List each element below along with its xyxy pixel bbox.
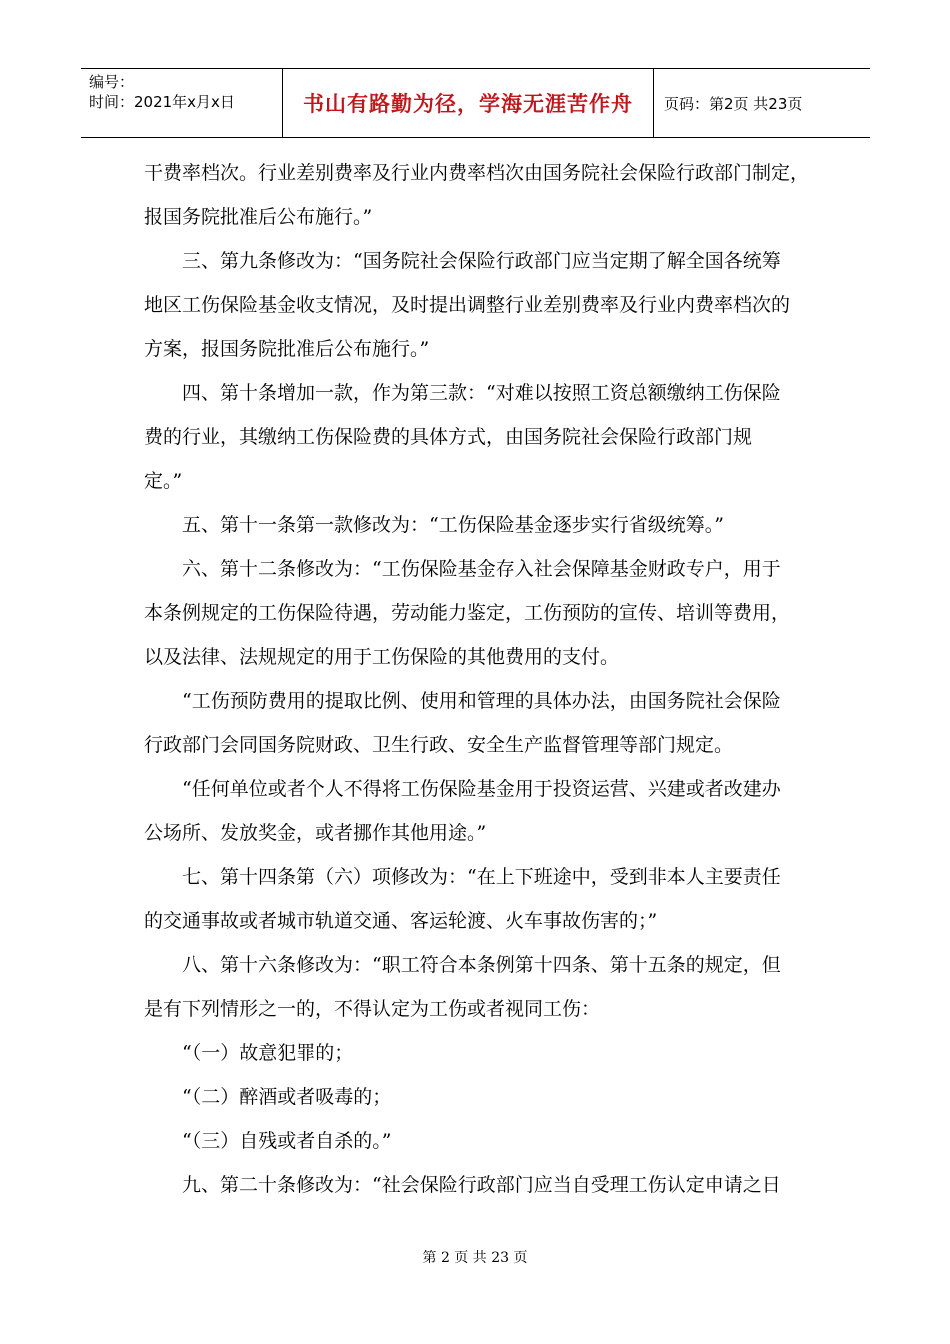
text-line: “（一）故意犯罪的；: [144, 1042, 354, 1064]
text-line: 干费率档次。行业差别费率及行业内费率档次由国务院社会保险行政部门制定，: [144, 162, 810, 184]
document-number-label: 编号：: [89, 73, 135, 91]
text-line: 方案，报国务院批准后公布施行。”: [144, 338, 430, 360]
text-line: “（三）自残或者自杀的。”: [144, 1130, 392, 1152]
text-line: “工伤预防费用的提取比例、使用和管理的具体办法，由国务院社会保险: [144, 690, 781, 712]
document-date-label: 时间：2021年x月x日: [89, 93, 235, 111]
text-line: 七、第十四条第（六）项修改为：“在上下班途中，受到非本人主要责任: [144, 866, 781, 888]
text-line: 以及法律、法规规定的用于工伤保险的其他费用的支付。: [144, 646, 620, 668]
text-line: “任何单位或者个人不得将工伤保险基金用于投资运营、兴建或者改建办: [144, 778, 781, 800]
text-line: 本条例规定的工伤保险待遇，劳动能力鉴定，工伤预防的宣传、培训等费用，: [144, 602, 791, 624]
header-motto: 书山有路勤为径，学海无涯苦作舟: [282, 69, 654, 137]
text-line: 五、第十一条第一款修改为：“工伤保险基金逐步实行省级统筹。”: [144, 514, 724, 536]
text-line: “（二）醉酒或者吸毒的；: [144, 1086, 392, 1108]
page-footer: 第 2 页 共 23 页: [422, 1250, 528, 1266]
text-line: 定。”: [144, 470, 183, 492]
text-line: 报国务院批准后公布施行。”: [144, 206, 373, 228]
text-line: 六、第十二条修改为：“工伤保险基金存入社会保障基金财政专户，用于: [144, 558, 781, 580]
text-line: 是有下列情形之一的，不得认定为工伤或者视同工伤：: [144, 998, 601, 1020]
text-line: 行政部门会同国务院财政、卫生行政、安全生产监督管理等部门规定。: [144, 734, 734, 756]
header-page-info: 页码：第2页 共23页: [664, 94, 803, 113]
text-line: 九、第二十条修改为：“社会保险行政部门应当自受理工伤认定申请之日: [144, 1174, 781, 1196]
text-line: 费的行业，其缴纳工伤保险费的具体方式，由国务院社会保险行政部门规: [144, 426, 753, 448]
text-line: 公场所、发放奖金，或者挪作其他用途。”: [144, 822, 487, 844]
page-header: [81, 68, 870, 138]
text-line: 三、第九条修改为：“国务院社会保险行政部门应当定期了解全国各统筹: [144, 250, 781, 272]
text-line: 八、第十六条修改为：“职工符合本条例第十四条、第十五条的规定，但: [144, 954, 781, 976]
text-line: 四、第十条增加一款，作为第三款：“对难以按照工资总额缴纳工伤保险: [144, 382, 781, 404]
header-meta: [81, 69, 282, 137]
text-line: 的交通事故或者城市轨道交通、客运轮渡、火车事故伤害的；”: [144, 910, 658, 932]
document-body: [144, 151, 814, 1207]
text-line: 地区工伤保险基金收支情况，及时提出调整行业差别费率及行业内费率档次的: [144, 294, 791, 316]
